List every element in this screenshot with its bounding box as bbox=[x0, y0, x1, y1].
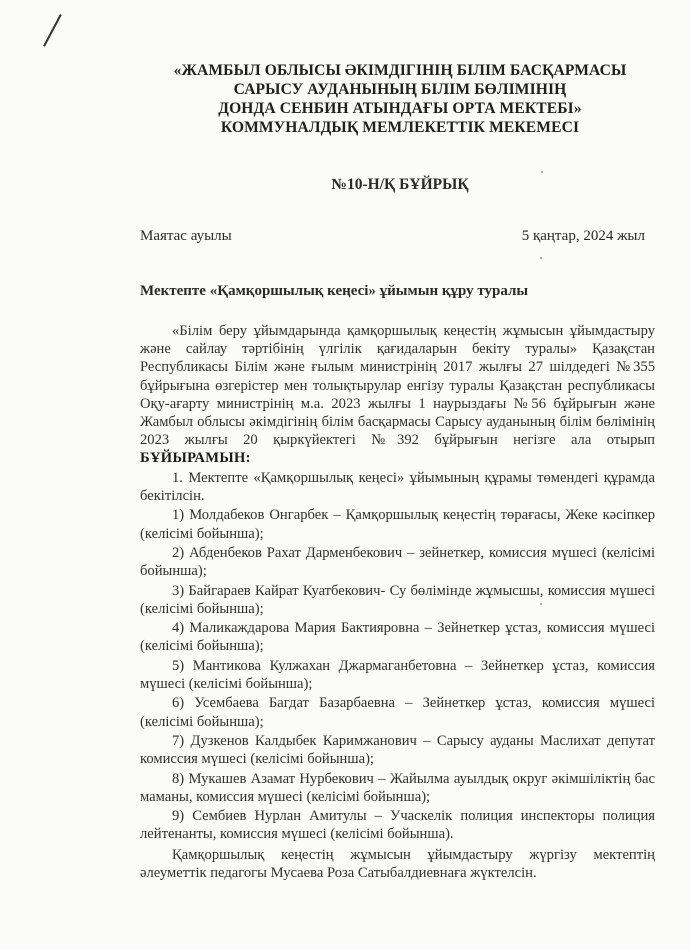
member-item: 8) Мукашев Азамат Нурбекович – Жайылма ауылдық округ әкімшіліктің бас маманы, комиссия мүшесі (келісімі бойынша); bbox=[140, 770, 655, 805]
point-1: 1. Мектепте «Қамқоршылық кеңесі» ұйымының құрамы төмендегі құрамда бекітілсін. bbox=[140, 469, 655, 505]
member-item: 2) Абденбеков Рахат Дарменбекович – зейнеткер, комиссия мүшесі (келісімі бойынша); bbox=[140, 545, 655, 580]
member-item: 4) Маликаждарова Мария Бактияровна – Зейнеткер ұстаз, комиссия мүшесі (келісімі бойынша); bbox=[140, 620, 655, 655]
member-item: 7) Дузкенов Калдыбек Каримжанович – Сарысу ауданы Маслихат депутат комиссия мүшесі (келісімі бойынша); bbox=[140, 732, 655, 768]
member-item: 9) Сембиев Нурлан Амитулы – Учаскелік полиция инспекторы полиция лейтенанты, комиссия мүшесі (келісімі бойынша). bbox=[140, 808, 655, 843]
place: Маятас ауылы bbox=[140, 228, 232, 244]
header-line-4: КОММУНАЛДЫҚ МЕМЛЕКЕТТІК МЕКЕМЕСІ bbox=[220, 119, 580, 136]
member-item: 1) Молдабеков Онгарбек – Қамқоршылық кеңестің төрағасы, Жеке кәсіпкер (келісімі бойынша); bbox=[140, 507, 655, 542]
command-word: БҰЙЫРАМЫН: bbox=[140, 450, 251, 467]
date: 5 қаңтар, 2024 жыл bbox=[521, 228, 645, 244]
order-body bbox=[140, 322, 655, 882]
order-subject: Мектепте «Қамқоршылық кеңесі» ұйымын құру туралы bbox=[140, 283, 529, 299]
scan-speck bbox=[540, 257, 542, 259]
member-item: 6) Усембаева Багдат Базарбаевна – Зейнеткер ұстаз, комиссия мүшесі (келісімі бойынша); bbox=[140, 695, 655, 730]
pen-mark bbox=[43, 14, 62, 47]
header-line-2: САРЫСУ АУДАНЫНЫҢ БІЛІМ БӨЛІМІНІҢ bbox=[233, 81, 567, 98]
order-number: №10-Н/Қ БҰЙРЫҚ bbox=[331, 176, 469, 193]
member-item: 5) Мантикова Кулжахан Джармаганбетовна – Зейнеткер ұстаз, комиссия мүшесі (келісімі бойынша); bbox=[140, 657, 655, 692]
scan-speck bbox=[541, 171, 543, 173]
intro-paragraph bbox=[140, 322, 655, 468]
header-line-3: ДОНДА СЕНБИН АТЫНДАҒЫ ОРТА МЕКТЕБІ» bbox=[218, 100, 582, 117]
scan-speck bbox=[540, 603, 542, 605]
header-line-1: «ЖАМБЫЛ ОБЛЫСЫ ӘКІМДІГІНІҢ БІЛІМ БАСҚАРМАСЫ bbox=[173, 62, 627, 79]
organization-header bbox=[140, 61, 660, 137]
intro-text: «Білім беру ұйымдарында қамқоршылық кеңестің жұмысын ұйымдастыру және сайлау тәртібінің үлгілік қағидаларын бекіту туралы» Қазақстан Республикасы Білім және ғылым министрінің 2017 жылғы 27 шілдедегі №355 бұйрығына өзгерістер мен толықтырулар енгізу туралы Қазақстан республикасы Оқу-ағарту министрінің м.а. 2023 жылғы 1 наурыздағы №56 бұйрығын және Жамбыл облысы әкімдігінің білім басқармасы Сарысу ауданының білім бөлімінің 2023 жылғы 20 қыркүйектегі №392 бұйрығын негізге ала отырып bbox=[140, 323, 655, 449]
closing-paragraph: Қамқоршылық кеңестің жұмысын ұйымдастыру жүргізу мектептің әлеуметтік педагогы Мусаева Роза Сатыбалдиевнаға жүктелсін. bbox=[140, 846, 655, 881]
member-item: 3) Байгараев Кайрат Куатбекович- Су бөлімінде жұмысшы, комиссия мүшесі (келісімі бойынша); bbox=[140, 582, 655, 617]
